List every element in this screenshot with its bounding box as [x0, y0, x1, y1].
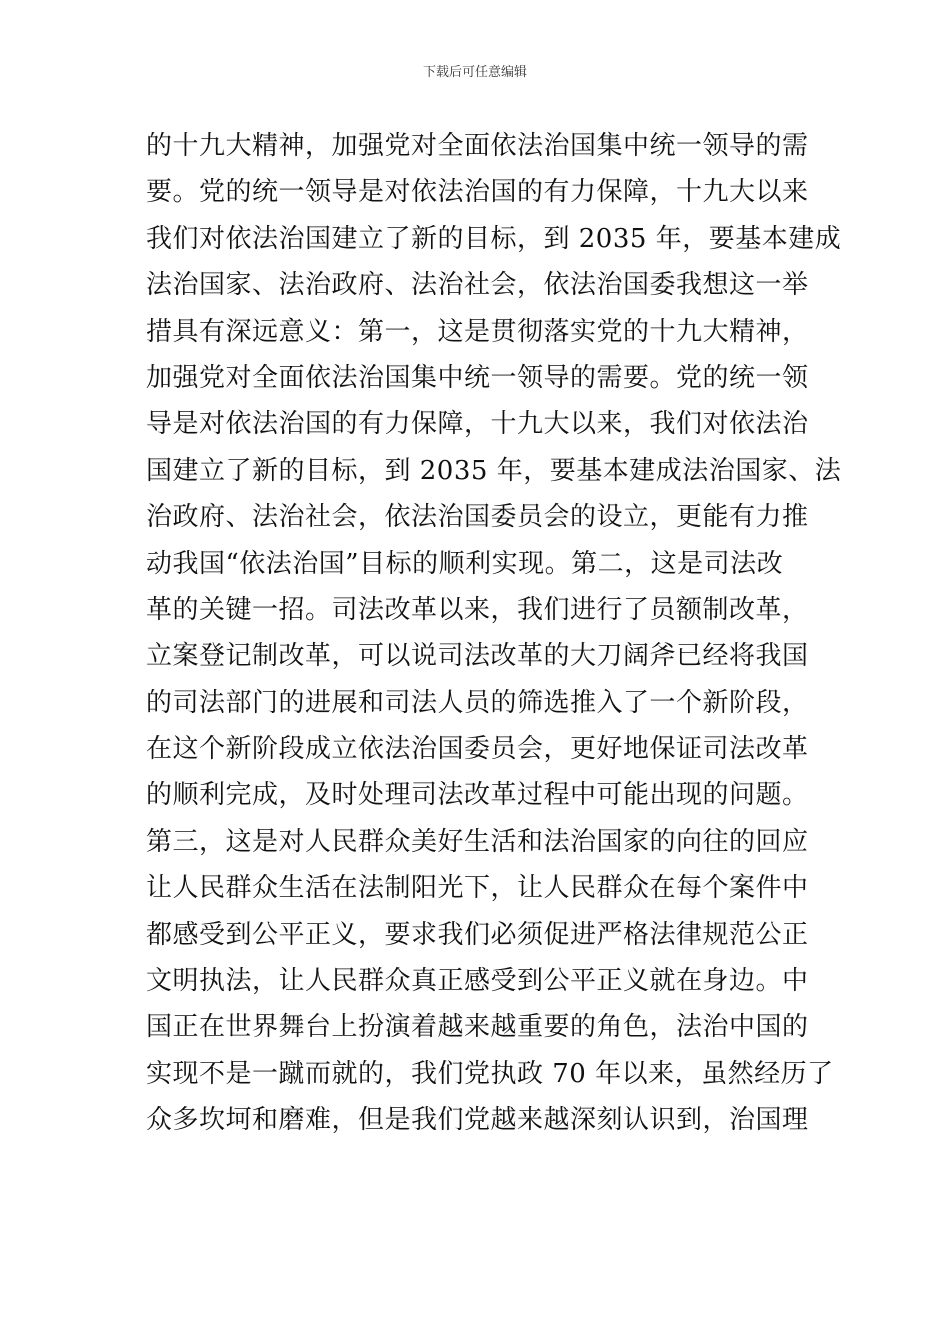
- text-line: 第三，这是对人民群众美好生活和法治国家的向往的回应: [146, 826, 809, 857]
- text-line: 国建立了新的目标，到 2035 年，要基本建成法治国家、法: [146, 455, 842, 486]
- text-line: 文明执法，让人民群众真正感受到公平正义就在身边。中: [146, 966, 809, 997]
- text-line: 让人民群众生活在法制阳光下，让人民群众在每个案件中: [146, 873, 809, 904]
- text-line: 导是对依法治国的有力保障，十九大以来，我们对依法治: [146, 409, 809, 440]
- text-line: 措具有深远意义：第一，这是贯彻落实党的十九大精神，: [146, 316, 809, 347]
- text-line: 的十九大精神，加强党对全面依法治国集中统一领导的需: [146, 131, 809, 161]
- text-line: 我们对依法治国建立了新的目标，到 2035 年，要基本建成: [146, 223, 842, 254]
- text-line: 实现不是一蹴而就的，我们党执政 70 年以来，虽然经历了: [146, 1058, 834, 1089]
- text-line: 的司法部门的进展和司法人员的筛选推入了一个新阶段，: [146, 687, 809, 718]
- text-line: 动我国“依法治国”目标的顺利实现。第二，这是司法改: [146, 548, 784, 579]
- text-line: 都感受到公平正义，要求我们必须促进严格法律规范公正: [146, 919, 809, 950]
- text-line: 国正在世界舞台上扮演着越来越重要的角色，法治中国的: [146, 1012, 809, 1043]
- text-line: 加强党对全面依法治国集中统一领导的需要。党的统一领: [146, 362, 809, 393]
- text-line: 革的关键一招。司法改革以来，我们进行了员额制改革，: [146, 594, 809, 625]
- text-line: 法治国家、法治政府、法治社会，依法治国委我想这一举: [146, 270, 809, 301]
- text-line: 在这个新阶段成立依法治国委员会，更好地保证司法改革: [146, 734, 809, 765]
- text-line: 众多坎坷和磨难，但是我们党越来越深刻认识到，治国理: [146, 1105, 809, 1136]
- text-line: 立案登记制改革，可以说司法改革的大刀阔斧已经将我国: [146, 641, 809, 672]
- text-line: 要。党的统一领导是对依法治国的有力保障，十九大以来: [146, 177, 809, 208]
- text-line: 治政府、法治社会，依法治国委员会的设立，更能有力推: [146, 502, 809, 533]
- header-note: 下载后可任意编辑: [422, 65, 527, 80]
- body-text: [146, 123, 842, 1144]
- text-line: 的顺利完成，及时处理司法改革过程中可能出现的问题。: [146, 780, 809, 811]
